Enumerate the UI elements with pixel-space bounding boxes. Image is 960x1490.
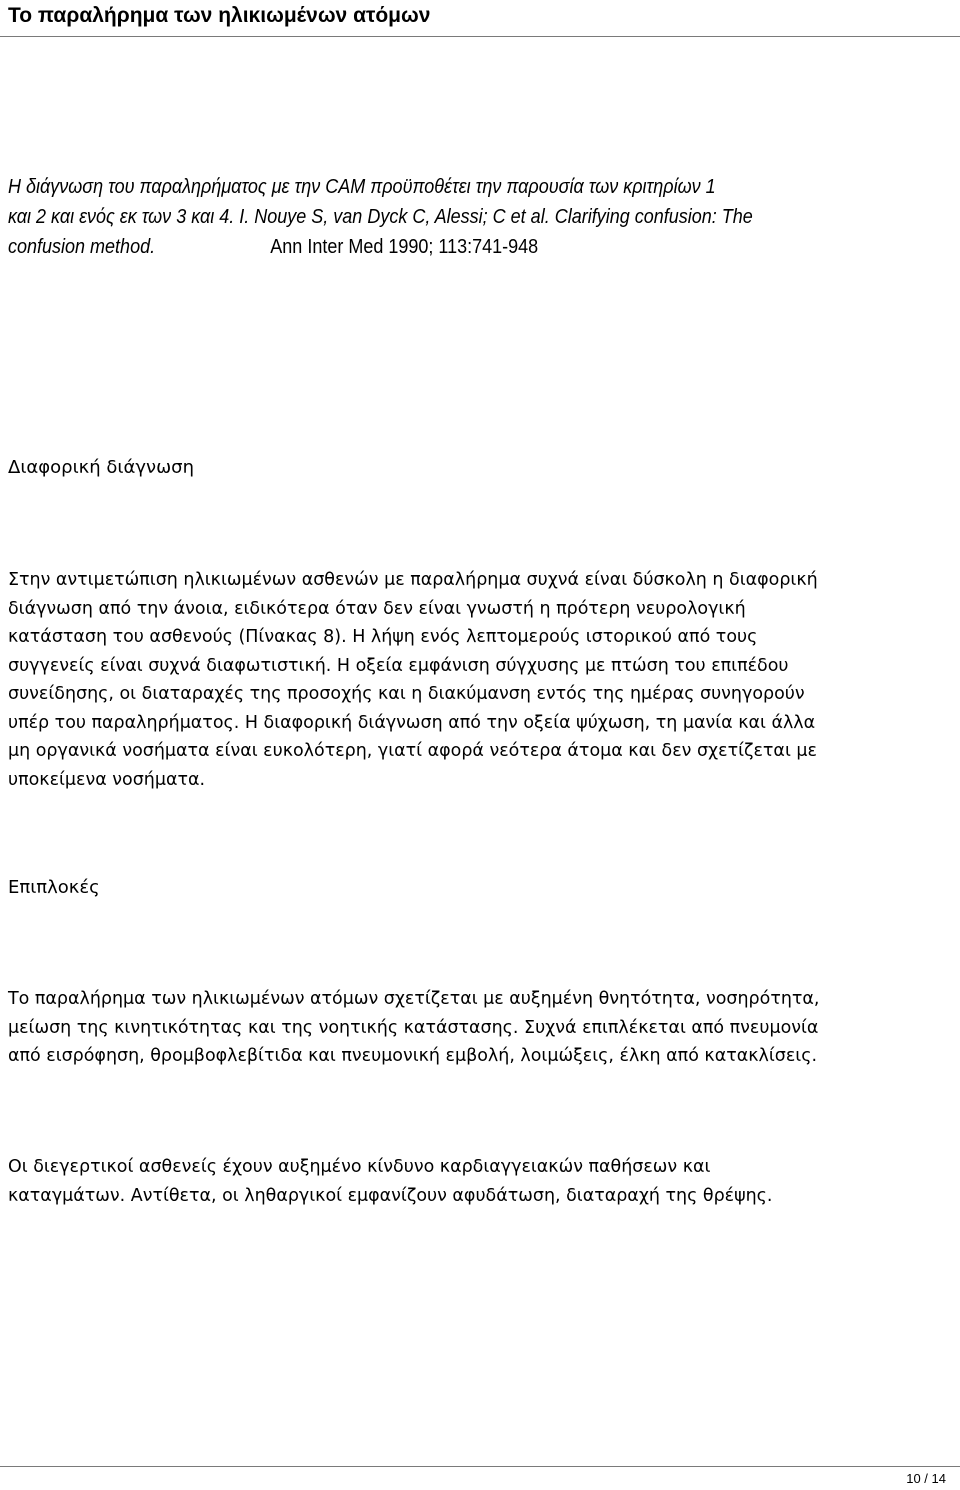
note-line-text: confusion method. (8, 236, 156, 258)
paragraph-line: μη οργανικά νοσήματα είναι ευκολότερη, γιατί αφορά νεότερα άτομα και δεν σχετίζεται με (8, 740, 817, 761)
paragraph-line: συνείδησης, οι διαταραχές της προσοχής και η διακύμανση εντός της ημέρας συνηγορούν (8, 683, 805, 704)
paragraph-line: κατάσταση του ασθενούς (Πίνακας 8). Η λήψη ενός λεπτομερούς ιστορικού από τους (8, 626, 758, 647)
paragraph-line: διάγνωση από την άνοια, ειδικότερα όταν δεν είναι γνωστή η πρότερη νευρολογική (8, 597, 746, 619)
differential-diagnosis-paragraph (8, 566, 925, 794)
paragraph-line: Στην αντιμετώπιση ηλικιωμένων ασθενών με παραλήρημα συχνά είναι δύσκολη η διαφορική (8, 569, 818, 590)
note-line: Η διάγνωση του παραληρήματος με την CAM προϋποθέτει την παρουσία των κριτηρίων 1 (8, 176, 716, 198)
complications-paragraph (8, 985, 925, 1071)
citation-journal: Ann Inter Med 1990; 113:741-948 (270, 236, 539, 258)
paragraph-line: Το παραλήρημα των ηλικιωμένων ατόμων σχετίζεται με αυξημένη θνητότητα, νοσηρότητα, (8, 988, 820, 1009)
page-title: Το παραλήρημα των ηλικιωμένων ατόμων (8, 4, 431, 27)
paragraph-line: Οι διεγερτικοί ασθενείς έχουν αυξημένο κίνδυνο καρδιαγγειακών παθήσεων και (8, 1156, 711, 1177)
paragraph-line: από εισρόφηση, θρομβοφλεβίτιδα και πνευμονική εμβολή, λοιμώξεις, έλκη από κατακλίσεις. (8, 1045, 817, 1066)
paragraph-line: υποκείμενα νοσήματα. (8, 768, 206, 790)
paragraph-line: μείωση της κινητικότητας και της νοητικής κατάστασης. Συχνά επιπλέκεται από πνευμονία (8, 1016, 819, 1038)
cam-criteria-note (8, 172, 859, 262)
agitated-patients-paragraph (8, 1153, 925, 1210)
paragraph-line: υπέρ του παραληρήματος. Η διαφορική διάγνωση από την οξεία ψύχωση, τη μανία και άλλα (8, 711, 816, 733)
paragraph-line: καταγμάτων. Αντίθετα, οι ληθαργικοί εμφανίζουν αφυδάτωση, διαταραχή της θρέψης. (8, 1184, 773, 1206)
page-number: 10 / 14 (906, 1471, 946, 1486)
note-line (8, 232, 859, 262)
note-line: και 2 και ενός εκ των 3 και 4. I. Nouye S, van Dyck C, Alessi; C et al. Clarifying confusion: The (8, 206, 753, 228)
footer-divider (0, 1466, 960, 1467)
paragraph-line: συγγενείς είναι συχνά διαφωτιστική. Η οξεία εμφάνιση σύγχυσης με πτώση του επιπέδου (8, 654, 789, 676)
section-heading-differential-diagnosis: Διαφορική διάγνωση (8, 457, 194, 478)
section-heading-complications: Επιπλοκές (8, 877, 100, 898)
header-divider (0, 36, 960, 37)
